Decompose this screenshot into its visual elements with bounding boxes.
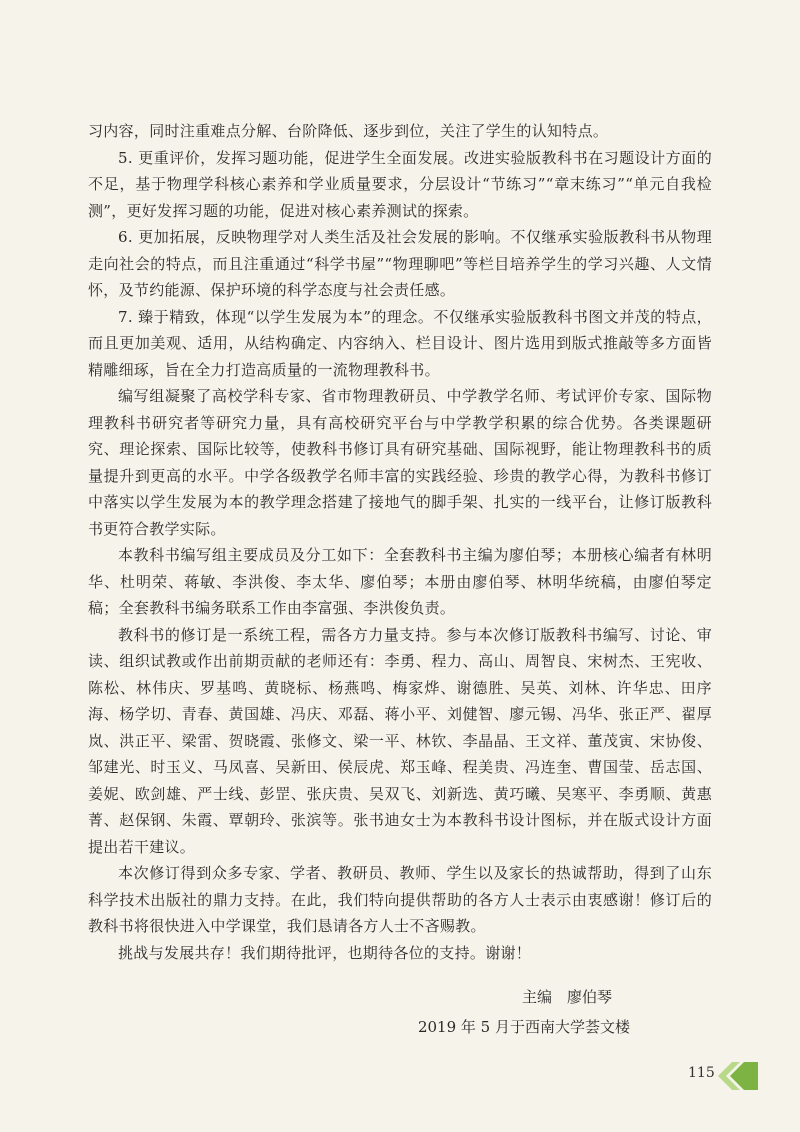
paragraph-1: 5. 更重评价，发挥习题功能，促进学生全面发展。改进实验版教科书在习题设计方面的不足，基于物理学科核心素养和学业质量要求，分层设计“节练习”“章末练习”“单元自我检测”，更好发挥习题的功能，促进对核心素养测试的探索。 — [88, 148, 712, 220]
page-number: 115 — [688, 1065, 715, 1081]
paragraph-4: 编写组凝聚了高校学科专家、省市物理教研员、中学教学名师、考试评价专家、国际物理教科书研究者等研究力量，具有高校研究平台与中学教学积累的综合优势。各类课题研究、理论探索、国际比较等，使教科书修订具有研究基础、国际视野，能让物理教科书的质量提升到更高的水平。中学各级教学名师丰富的实践经验、珍贵的教学心得，为教科书修订中落实以学生发展为本的教学理念搭建了接地气的脚手架、扎实的一线平台，让修订版教科书更符合教学实际。 — [88, 387, 712, 538]
page-chevron-icon — [718, 1062, 758, 1090]
paragraph-5: 本教科书编写组主要成员及分工如下：全套教科书主编为廖伯琴；本册核心编者有林明华、杜明荣、蒋敏、李洪俊、李太华、廖伯琴；本册由廖伯琴、林明华统稿，由廖伯琴定稿；全套教科书编务联系工作由李富强、李洪俊负责。 — [88, 546, 712, 617]
signature-date-place: 2019 年 5 月于西南大学荟文楼 — [417, 1018, 630, 1036]
paragraph-7: 本次修订得到众多专家、学者、教研员、教师、学生以及家长的热诚帮助，得到了山东科学技术出版社的鼎力支持。在此，我们特向提供帮助的各方人士表示由衷感谢！修订后的教科书将很快进入中学课堂，我们恳请各方人士不吝赐教。 — [88, 864, 712, 935]
body-text — [88, 118, 712, 966]
paragraph-0: 习内容，同时注重难点分解、台阶降低、逐步到位，关注了学生的认知特点。 — [88, 122, 609, 140]
signature-editor: 主编 廖伯琴 — [521, 988, 612, 1006]
paragraph-8: 挑战与发展共存！我们期待批评，也期待各位的支持。谢谢！ — [118, 943, 532, 962]
paragraph-6: 教科书的修订是一系统工程，需各方力量支持。参与本次修订版教科书编写、讨论、审读、组织试教或作出前期贡献的老师还有：李勇、程力、高山、周智良、宋树杰、王宪收、陈松、林伟庆、罗基鸣、黄晓标、杨燕鸣、梅家烨、谢德胜、吴英、刘林、许华忠、田序海、杨学切、青春、黄国雄、冯庆、邓磊、蒋小平、刘健智、廖元锡、冯华、张正严、翟厚岚、洪正平、梁雷、贺晓霞、张修文、梁一平、林钦、李晶晶、王文祥、董茂寅、宋协俊、邹建光、时玉义、马凤喜、吴新田、侯辰虎、郑玉峰、程美贵、冯连奎、曹国莹、岳志国、姜妮、欧剑雄、严士线、彭罡、张庆贵、吴双飞、刘新选、黄巧曦、吴寒平、李勇顺、黄惠菁、赵保钢、朱霞、覃朝玲、张滨等。张书迪女士为本教科书设计图标，并在版式设计方面提出若干建议。 — [88, 625, 712, 856]
paragraph-2: 6. 更加拓展，反映物理学对人类生活及社会发展的影响。不仅继承实验版教科书从物理走向社会的特点，而且注重通过“科学书屋”“物理聊吧”等栏目培养学生的学习兴趣、人文情怀，及节约能源、保护环境的科学态度与社会责任感。 — [88, 228, 712, 299]
signature-block — [418, 982, 630, 1042]
paragraph-3: 7. 臻于精致，体现“以学生发展为本”的理念。不仅继承实验版教科书图文并茂的特点，而且更加美观、适用，从结构确定、内容纳入、栏目设计、图片选用到版式推敲等多方面皆精雕细琢，旨在全力打造高质量的一流物理教科书。 — [88, 307, 712, 379]
